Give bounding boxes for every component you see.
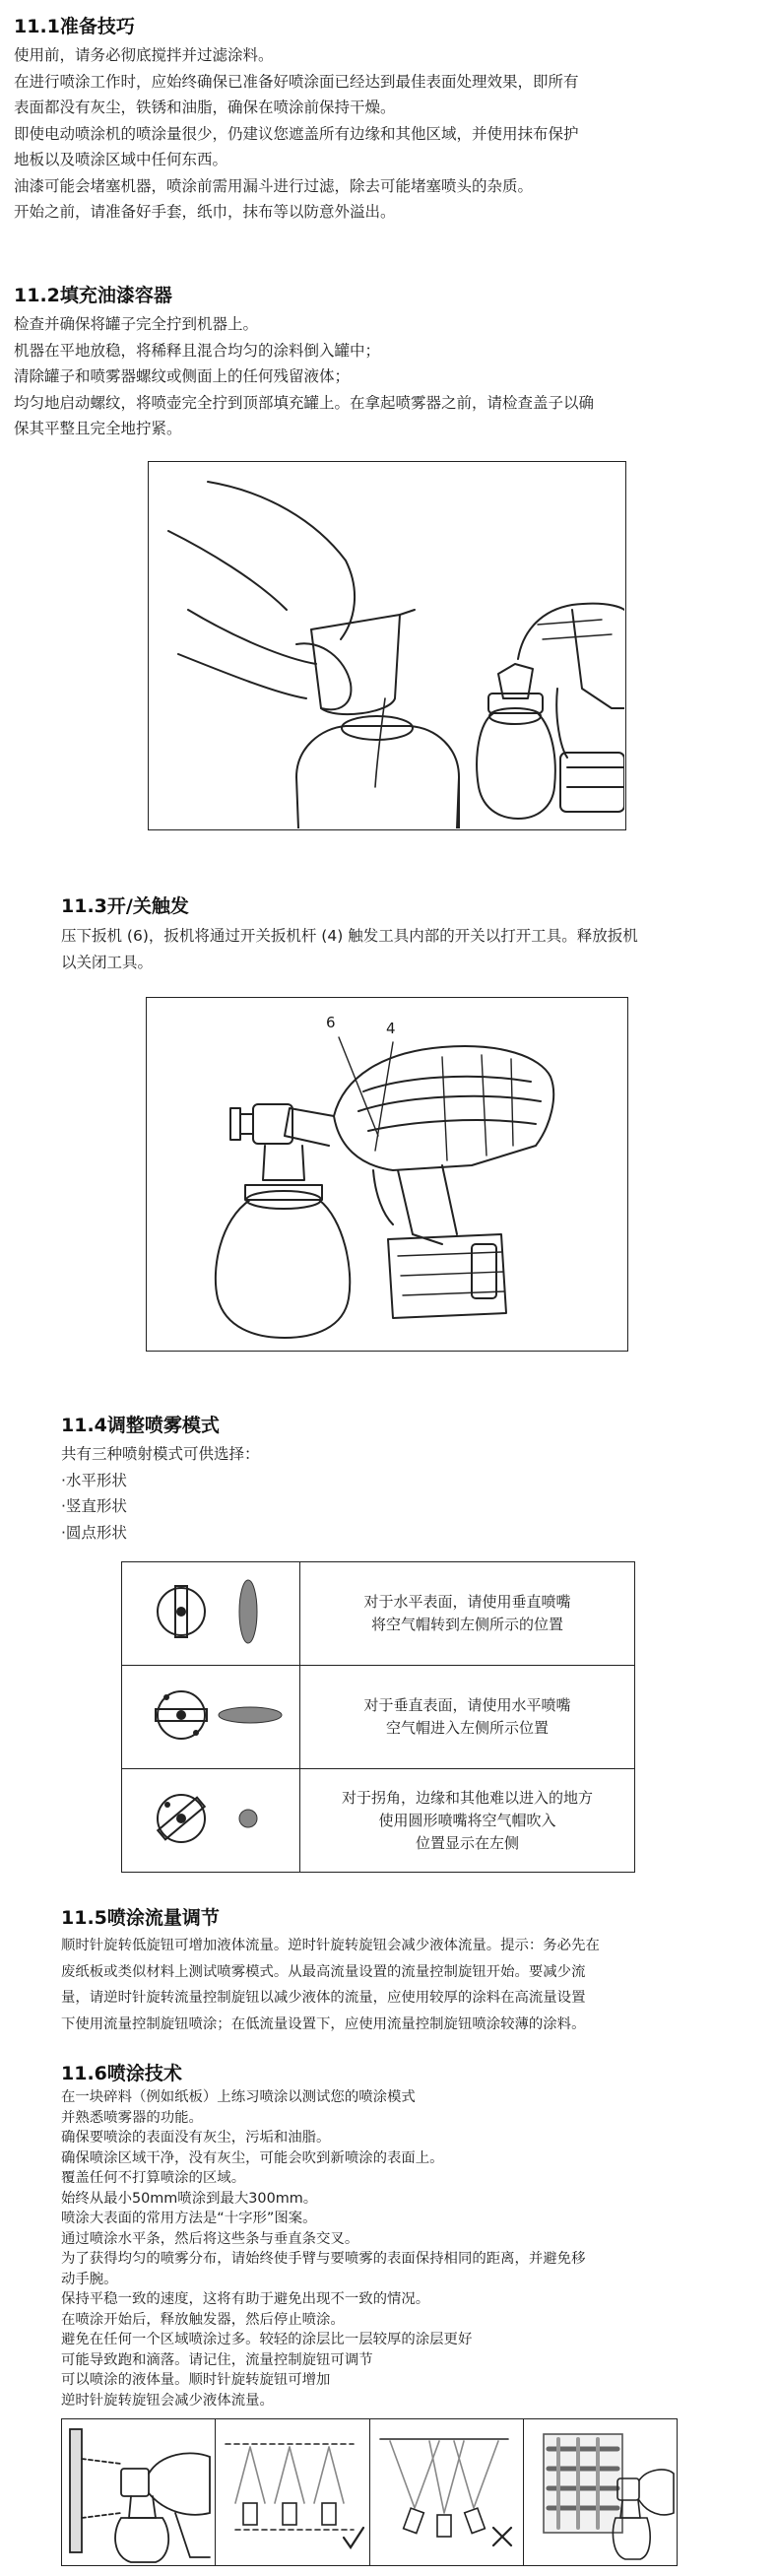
- text-line: 始终从最小50mm喷涂到最大300mm。: [61, 2190, 318, 2207]
- section-title-11-2: 11.2填充油漆容器: [14, 285, 172, 306]
- technique-panel-distance: [62, 2419, 216, 2565]
- text-line: ·水平形状: [61, 1471, 127, 1489]
- technique-panel-arc-wrong: [370, 2419, 524, 2565]
- text-line: 将空气帽转到左侧所示的位置: [370, 1616, 563, 1633]
- section-11-3-text: [61, 923, 638, 975]
- section-11-4-text: [61, 1441, 260, 1546]
- text-line: 位置显示在左侧: [415, 1833, 519, 1852]
- section-title-11-4: 11.4调整喷雾模式: [61, 1415, 220, 1436]
- vertical-nozzle-icon: [122, 1562, 299, 1661]
- section-title-11-1: 11.1准备技巧: [14, 16, 135, 37]
- table-row: [122, 1666, 635, 1769]
- text-line: 开始之前，请准备好手套，纸巾，抹布等以防意外溢出。: [14, 203, 396, 221]
- section-title-11-6: 11.6喷涂技术: [61, 2063, 182, 2084]
- section-title-11-3: 11.3开/关触发: [61, 895, 189, 917]
- technique-panel-even-correct: [216, 2419, 369, 2565]
- text-line: 在喷涂开始后，释放触发器，然后停止喷涂。: [61, 2311, 345, 2328]
- trigger-illustration: [146, 997, 628, 1352]
- text-line: 为了获得均匀的喷雾分布，请始终使手臂与要喷雾的表面保持相同的距离，并避免移: [61, 2251, 586, 2267]
- text-line: 地板以及喷涂区域中任何东西。: [14, 151, 228, 168]
- text-line: 通过喷涂水平条，然后将这些条与垂直条交叉。: [61, 2230, 359, 2247]
- text-line: 使用前，请务必彻底搅拌并过滤涂料。: [14, 46, 274, 64]
- text-line: 均匀地启动螺纹，将喷壶完全拧到顶部填充罐上。在拿起喷雾器之前，请检查盖子以确: [14, 393, 595, 412]
- text-line: 废纸板或类似材料上测试喷雾模式。从最高流量设置的流量控制旋钮开始。要减少流: [61, 1963, 586, 1980]
- text-line: 在进行喷涂工作时，应始终确保已准备好喷涂面已经达到最佳表面处理效果，即所有: [14, 72, 579, 91]
- text-line: 在一块碎料（例如纸板）上练习喷涂以测试您的喷涂模式: [61, 2089, 416, 2105]
- section-11-1-text: [14, 42, 579, 226]
- section-11-2-text: [14, 311, 594, 442]
- spray-technique-illustrations: [61, 2418, 678, 2566]
- text-line: 避免在任何一个区域喷涂过多。较轻的涂层比一层较厚的涂层更好: [61, 2332, 473, 2347]
- text-line: 确保要喷涂的表面没有灰尘，污垢和油脂。: [61, 2130, 331, 2146]
- text-line: 喷涂大表面的常用方法是“十字形”图案。: [61, 2211, 317, 2226]
- text-line: 对于垂直表面，请使用水平喷嘴: [363, 1696, 571, 1714]
- text-line: 清除罐子和喷雾器螺纹或侧面上的任何残留液体；: [14, 367, 351, 385]
- text-line: 覆盖任何不打算喷涂的区域。: [61, 2170, 246, 2186]
- text-line: 表面都没有灰尘，铁锈和油脂，确保在喷涂前保持干燥。: [14, 99, 396, 116]
- text-line: 确保喷涂区域干净，没有灰尘，可能会吹到新喷涂的表面上。: [61, 2149, 444, 2166]
- text-line: 以关闭工具。: [61, 953, 154, 971]
- horizontal-nozzle-icon: [122, 1666, 299, 1764]
- spray-gun-distance-icon: [62, 2419, 215, 2564]
- callout-label-6: 6: [326, 1014, 336, 1031]
- text-line: 压下扳机 (6)，扳机将通过开关扳机杆 (4) 触发工具内部的开关以打开工具。释放扳机: [61, 927, 638, 945]
- text-line: 空气帽进入左侧所示位置: [385, 1719, 549, 1737]
- text-line: 保其平整且完全地拧紧。: [14, 420, 182, 437]
- table-row: [122, 1562, 635, 1666]
- nozzle-description-cell: [300, 1666, 635, 1769]
- round-nozzle-icon: [122, 1769, 299, 1868]
- text-line: ·竖直形状: [61, 1497, 127, 1515]
- text-line: 可以喷涂的液体量。顺时针旋转旋钮可增加: [61, 2372, 331, 2388]
- spray-pattern-table: [121, 1561, 635, 1873]
- technique-panel-cross-pattern: [524, 2419, 677, 2565]
- section-11-5-text: [61, 1933, 600, 2037]
- text-line: 共有三种喷射模式可供选择：: [61, 1445, 260, 1463]
- text-line: 油漆可能会堵塞机器，喷涂前需用漏斗进行过滤，除去可能堵塞喷头的杂质。: [14, 176, 534, 195]
- fill-container-illustration: [148, 461, 626, 830]
- text-line: 保持平稳一致的速度，这将有助于避免出现不一致的情况。: [61, 2291, 430, 2307]
- arc-spray-wrong-icon: [370, 2419, 523, 2564]
- text-line: 并熟悉喷雾器的功能。: [61, 2109, 203, 2126]
- nozzle-image-cell: [122, 1769, 300, 1873]
- text-line: ·圆点形状: [61, 1523, 127, 1542]
- nozzle-image-cell: [122, 1562, 300, 1666]
- text-line: 动手腕。: [61, 2271, 118, 2287]
- text-line: 顺时针旋转低旋钮可增加液体流量。逆时针旋转旋钮会减少液体流量。提示：务必先在: [61, 1938, 600, 1953]
- text-line: 检查并确保将罐子完全拧到机器上。: [14, 315, 259, 333]
- text-line: 下使用流量控制旋钮喷涂；在低流量设置下，应使用流量控制旋钮喷涂较薄的涂料。: [61, 2015, 586, 2032]
- text-line: 对于拐角，边缘和其他难以进入的地方: [341, 1788, 593, 1807]
- table-row: [122, 1769, 635, 1873]
- text-line: 即使电动喷涂机的喷涂量很少，仍建议您遮盖所有边缘和其他区域，并使用抹布保护: [14, 124, 579, 143]
- cross-pattern-icon: [524, 2419, 677, 2564]
- section-title-11-5: 11.5喷涂流量调节: [61, 1907, 220, 1929]
- section-11-6-text: [61, 2087, 585, 2411]
- nozzle-description-cell: [300, 1562, 635, 1666]
- even-spray-correct-icon: [216, 2419, 368, 2564]
- callout-label-4: 4: [386, 1020, 396, 1037]
- nozzle-description-cell: [300, 1769, 635, 1873]
- text-line: 逆时针旋转旋钮会减少液体流量。: [61, 2392, 274, 2409]
- nozzle-image-cell: [122, 1666, 300, 1769]
- text-line: 对于水平表面，请使用垂直喷嘴: [363, 1593, 571, 1611]
- text-line: 使用圆形喷嘴将空气帽吹入: [378, 1811, 556, 1829]
- text-line: 量，请逆时针旋转流量控制旋钮以减少液体的流量，应使用较厚的涂料在高流量设置: [61, 1990, 586, 2006]
- text-line: 机器在平地放稳，将稀释且混合均匀的涂料倒入罐中；: [14, 341, 381, 360]
- text-line: 可能导致跑和滴落。请记住，流量控制旋钮可调节: [61, 2351, 373, 2368]
